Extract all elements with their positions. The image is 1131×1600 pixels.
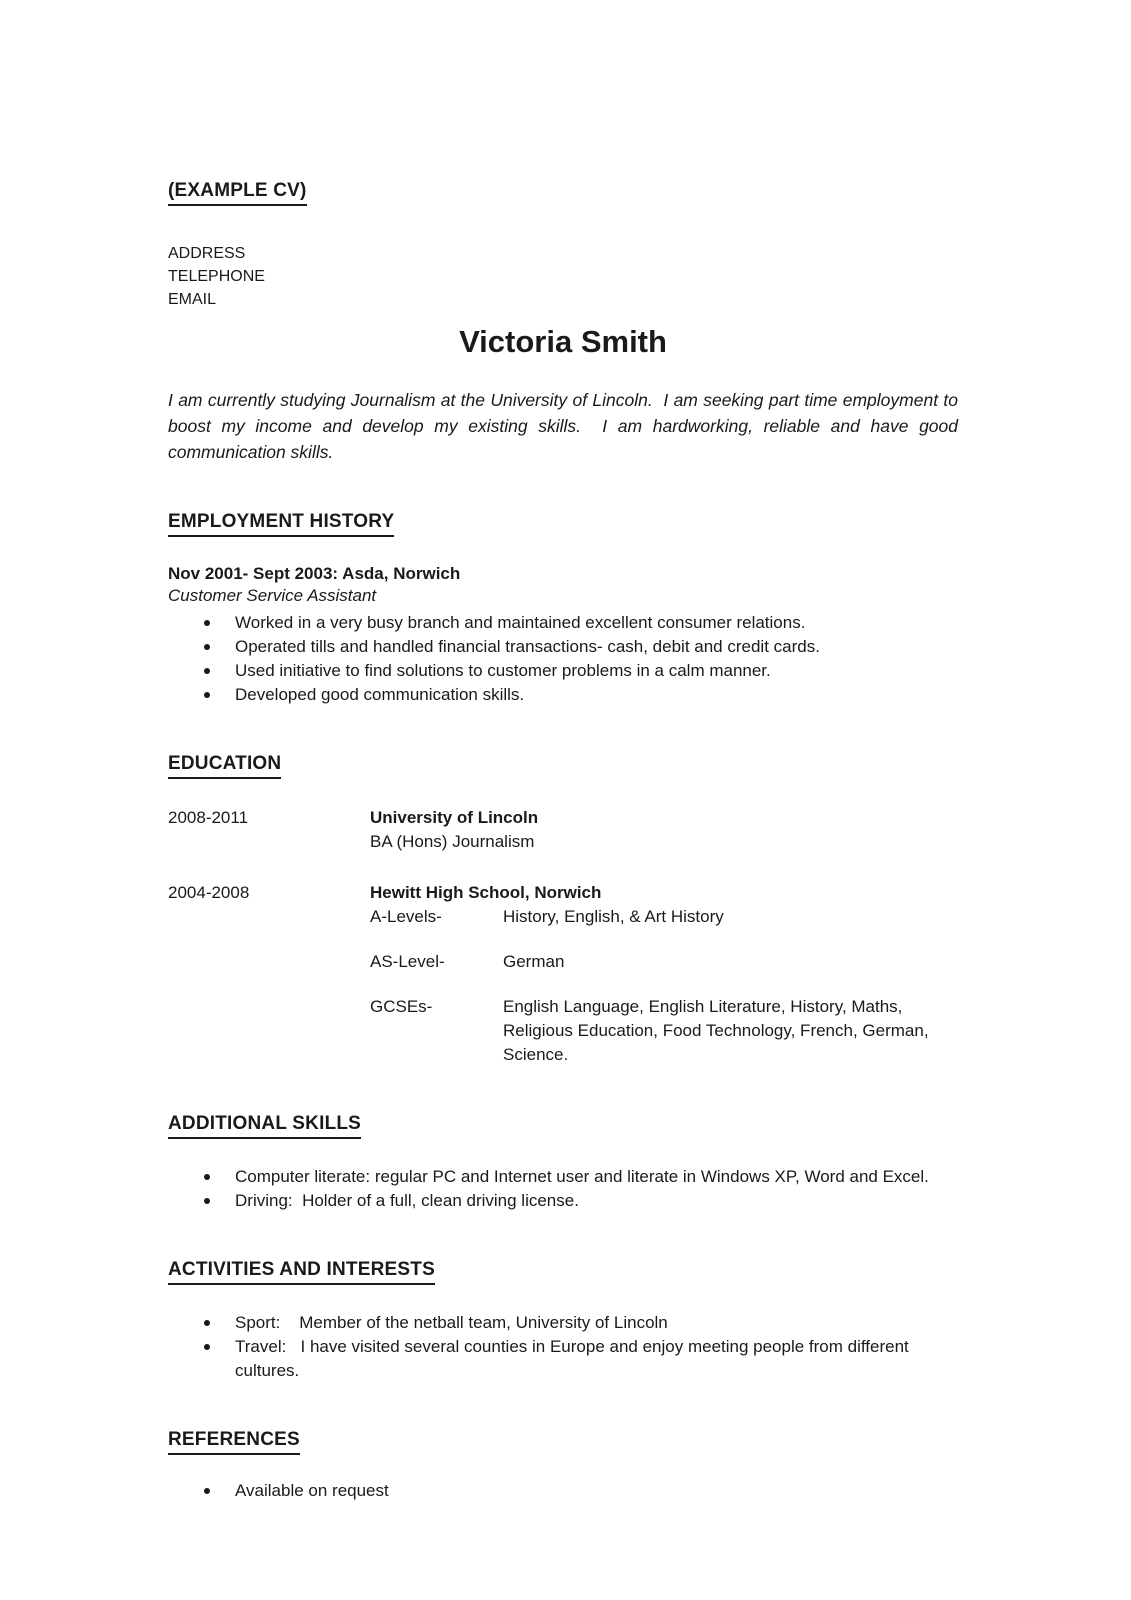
bullet-marker — [204, 1165, 235, 1180]
list-item — [204, 1335, 958, 1383]
bullet-marker — [204, 1335, 235, 1350]
additional-skills-heading — [168, 1113, 958, 1139]
list-item — [204, 1189, 958, 1213]
education-entry-body — [370, 881, 958, 1067]
list-item — [204, 659, 958, 683]
list-item-text: Used initiative to find solutions to customer problems in a calm manner. — [235, 661, 771, 680]
list-item-text: Travel: I have visited several counties in Europe and enjoy meeting people from different cultures. — [235, 1337, 914, 1380]
qualification-subjects: English Language, English Literature, History, Maths, Religious Education, Food Technology, French, German, Science. — [503, 997, 929, 1064]
list-item — [204, 1479, 958, 1503]
employment-history-heading — [168, 511, 958, 537]
contact-block — [168, 242, 958, 311]
qualification-row — [370, 995, 958, 1067]
activities-bullet-list — [168, 1311, 958, 1383]
qualification-row — [370, 905, 958, 929]
qualification-subjects: History, English, & Art History — [503, 907, 724, 926]
contact-address: ADDRESS — [168, 245, 246, 262]
list-item-text: Computer literate: regular PC and Internet user and literate in Windows XP, Word and Excel. — [235, 1167, 929, 1186]
job-role: Customer Service Assistant — [168, 586, 377, 605]
bullet-marker — [204, 1479, 235, 1494]
list-item-text: Available on request — [235, 1481, 389, 1500]
references-heading-text: REFERENCES — [168, 1429, 300, 1455]
list-item-text: Driving: Holder of a full, clean driving license. — [235, 1191, 579, 1210]
education-entry-high-school — [168, 881, 958, 1067]
education-institution: Hewitt High School, Norwich — [370, 883, 602, 902]
personal-summary: I am currently studying Journalism at the University of Lincoln. I am seeking part time employment to boost my income and develop my existing skills. I am hardworking, reliable and have good communication skills. — [168, 390, 963, 462]
list-item-text: Sport: Member of the netball team, University of Lincoln — [235, 1313, 668, 1332]
education-detail: BA (Hons) Journalism — [370, 832, 535, 851]
bullet-marker — [204, 1311, 235, 1326]
additional-skills-bullet-list — [168, 1165, 958, 1213]
activities-heading — [168, 1259, 958, 1285]
bullet-marker — [204, 635, 235, 650]
additional-skills-heading-text: ADDITIONAL SKILLS — [168, 1113, 361, 1139]
qualification-level: AS-Level- — [370, 952, 445, 971]
section-additional-skills — [168, 1113, 958, 1213]
qualification-row — [370, 950, 958, 974]
contact-email: EMAIL — [168, 291, 217, 308]
list-item-text: Worked in a very busy branch and maintained excellent consumer relations. — [235, 613, 806, 632]
job-title: Nov 2001- Sept 2003: Asda, Norwich — [168, 564, 461, 583]
activities-heading-text: ACTIVITIES AND INTERESTS — [168, 1259, 435, 1285]
document-label-text: (EXAMPLE CV) — [168, 180, 307, 206]
employment-history-heading-text: EMPLOYMENT HISTORY — [168, 511, 394, 537]
document-label — [168, 180, 958, 206]
qualification-subjects: German — [503, 952, 565, 971]
section-activities-interests — [168, 1259, 958, 1383]
bullet-marker — [204, 683, 235, 698]
education-heading-text: EDUCATION — [168, 753, 281, 779]
references-heading — [168, 1429, 958, 1455]
section-employment-history — [168, 511, 958, 707]
section-references — [168, 1429, 958, 1503]
list-item — [204, 635, 958, 659]
list-item — [204, 611, 958, 635]
qualification-level: GCSEs- — [370, 997, 433, 1016]
candidate-name: Victoria Smith — [459, 324, 667, 359]
list-item-text: Operated tills and handled financial transactions- cash, debit and credit cards. — [235, 637, 820, 656]
employment-bullet-list — [168, 611, 958, 707]
education-entry-university — [168, 806, 958, 854]
education-dates: 2004-2008 — [168, 883, 250, 902]
list-item-text: Developed good communication skills. — [235, 685, 525, 704]
bullet-marker — [204, 611, 235, 626]
list-item — [204, 1165, 958, 1189]
bullet-marker — [204, 659, 235, 674]
references-bullet-list — [168, 1479, 958, 1503]
contact-telephone: TELEPHONE — [168, 268, 265, 285]
list-item — [204, 1311, 958, 1335]
education-heading — [168, 753, 958, 779]
bullet-marker — [204, 1189, 235, 1204]
education-dates: 2008-2011 — [168, 808, 249, 827]
qualification-level: A-Levels- — [370, 907, 442, 926]
education-entry-body — [370, 806, 958, 854]
list-item — [204, 683, 958, 707]
section-education — [168, 753, 958, 1067]
education-institution: University of Lincoln — [370, 808, 539, 827]
